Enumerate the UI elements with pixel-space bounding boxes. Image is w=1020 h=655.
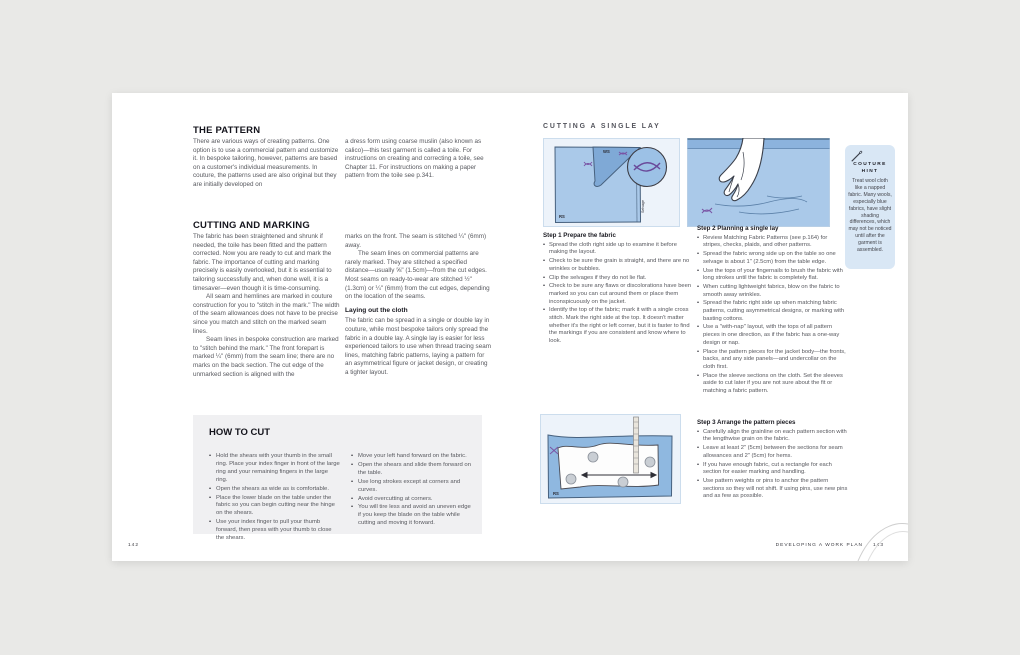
label-selvage: Selvage [641,200,645,213]
bullet-item: • Check to be sure the grain is straight, and there are no wrinkles or bubbles. [543,258,693,273]
label-wrong-side: WS [603,149,610,154]
cutting-paragraph: marks on the front. The seam is stitched ¼" (6mm) away. [345,233,487,249]
bullet-item: • Place the sleeve sections on the cloth. Set the sleeves aside to cut later if you are not sure about the fit or matching a fabric pattern. [697,373,847,396]
step3-block [697,419,849,502]
page-curl-decoration [852,515,908,561]
laying-out-paragraph: The fabric can be spread in a single or double lay in couture, while most bespoke tailors only spread the fabric in a double lay. A single lay is easier for less experienced tailors to use when thread tracing seam lines, matching fabric patterns, laying a pattern for an asymmetrical figure or jacket design, or creating a tighter layout. [345,317,491,376]
cutting-paragraph: Seam lines in bespoke construction are marked to "stitch behind the mark." The front forepart is marked ¼" (6mm) from the seam line; there are no marks on the back section. The cut edge of the unmarked section is aligned with the [193,336,339,378]
section-title-cutting-a-single-lay: CUTTING A SINGLE LAY [543,123,661,130]
bullet-item: • You will tire less and avoid an uneven edge if you keep the blade on the table while cutting and moving it forward. [351,504,471,528]
bullet-item: • Check to be sure any flaws or discolorations have been marked so you can cut around them or place them inconspicuously on the jacket. [543,283,693,306]
step1-block [543,232,693,347]
how-to-cut-bullets-col1 [209,453,341,544]
how-to-cut-title: HOW TO CUT [209,427,271,438]
how-to-cut-box [193,415,482,542]
magnifier-detail-icon [628,148,667,187]
bullet-item: • Spread the fabric wrong side up on the table so one selvage is about 1" (2.5cm) from the table edge. [697,251,847,266]
step2-title: Step 2 Planning a single lay [697,225,779,232]
needle-icon [850,149,864,163]
pattern-text-col2: a dress form using coarse muslin (also known as calico)—this test garment is called a toile. For instructions on creating and correcting a toile, see Chapter 11. For instructions on making a paper pattern from the toile see p.341. [345,138,484,180]
label-right-side: RS [559,214,565,219]
bullet-item: • Use a "with-nap" layout, with the tops of all pattern pieces in one direction, as if the fabric has a one-way design or nap. [697,324,847,347]
bullet-item: • Carefully align the grainline on each pattern section with the lengthwise grain on the fabric. [697,429,849,444]
bullet-item: • Use pattern weights or pins to anchor the pattern sections so they will not shift. If using pins, use new pins and as few as possible. [697,478,849,501]
cutting-text-col2 [345,233,492,378]
bullet-item: • Use your index finger to pull your thumb forward, then press with your thumb to close the shears. [209,519,341,543]
bullet-item: • Clip the selvages if they do not lie flat. [543,275,693,283]
cutting-text-col1 [193,233,340,379]
couture-hint-text: Treat wool cloth like a napped fabric. Many wools, especially blue fabrics, have slight shading differences, which may not be noticed until after the garment is assembled. [848,178,892,254]
bullet-item: • Use long strokes except at corners and curves. [351,479,471,495]
bullet-item: • Spread the fabric right side up when matching fabric patterns, cutting asymmetrical designs, or marking with basting cottons. [697,300,847,323]
label-right-side: RS [553,491,559,496]
step2-bullets [697,235,847,396]
bullet-item: • Place the pattern pieces for the jacket body—the fronts, backs, and any side panels—and undercollar on the cloth first. [697,349,847,372]
cutting-paragraph: The fabric has been straightened and shrunk if needed, the toile has been fitted and the pattern corrected. Now you are ready to cut and mark the fabric. The importance of cutting and marking precisely is easily overlooked, but it is essential to tailoring successfully and, when done well, it is a timesaver—even though it is time-consuming. [193,233,332,292]
fabric-inspection-illustration [543,138,680,227]
step1-bullets [543,242,693,346]
hand-smoothing-fabric-illustration [687,138,830,227]
pattern-layout-illustration [540,414,681,504]
pattern-text-col1: There are various ways of creating patterns. One option is to use a commercial pattern and customize it. In bespoke tailoring, however, patterns are based on a customer's individual measurements. In couture, the patterns used are also original but they are initially developed on [193,138,339,188]
couture-hint-title: COUTURE HINT [853,162,887,174]
step1-title: Step 1 Prepare the fabric [543,232,616,239]
bullet-item: • Review Matching Fabric Patterns (see p.164) for stripes, checks, plaids, and other patterns. [697,235,847,250]
bullet-item: • Hold the shears with your thumb in the small ring. Place your index finger in front of the large ring and your remaining fingers in the large ring. [209,453,341,485]
page-number-right: 143 [872,543,884,548]
bullet-item: • Move your left hand forward on the fabric. [351,453,471,461]
step3-bullets [697,429,849,501]
how-to-cut-bullets-col2 [351,453,471,529]
cutting-paragraph: All seam and hemlines are marked in couture construction for you to "stitch in the mark." The width of the seam allowances does not have to be precise since you match and stitch on the marked seam lines. [193,293,340,335]
book-spread [112,93,908,561]
subheading-laying-out-the-cloth: Laying out the cloth [345,306,408,314]
bullet-item: • Use the tops of your fingernails to brush the fabric with long strokes until the fabric is completely flat. [697,268,847,283]
bullet-item: • Identify the top of the fabric; mark it with a single cross stitch. Mark the right side at the top. It doesn't matter whether it's the right or left corner, but it is faster to find the markings if you are consistent and know where to look. [543,307,693,346]
bullet-item: • Place the lower blade on the table under the fabric so you can begin cutting near the hinge on the shears. [209,495,341,519]
step3-title: Step 3 Arrange the pattern pieces [697,419,796,426]
bullet-item: • Open the shears and slide them forward on the table. [351,462,471,478]
page-number-left: 142 [128,543,140,548]
chapter-running-head: DEVELOPING A WORK PLAN [775,543,863,548]
bullet-item: • Avoid overcutting at corners. [351,496,471,504]
section-title-cutting-and-marking: CUTTING AND MARKING [193,220,310,231]
ruler [634,417,639,473]
cutting-paragraph: The seam lines on commercial patterns are rarely marked. They are stitched a specified distance—usually ⅝" (1.5cm)—from the cut edges. Most seams on ready-to-wear are stitched ½" (1.3cm) or ¼" (6mm) from the cut edges, depending on the location of the seams. [345,250,490,301]
bullet-item: • Open the shears as wide as is comfortable. [209,486,341,494]
couture-hint-box [845,145,895,269]
section-title-the-pattern: THE PATTERN [193,125,261,136]
bullet-item: • If you have enough fabric, cut a rectangle for each section for easier marking and handling. [697,462,849,477]
bullet-item: • When cutting lightweight fabrics, blow on the fabric to smooth away wrinkles. [697,284,847,299]
bullet-item: • Leave at least 2" (5cm) between the sections for seam allowances and 2" (5cm) for hems. [697,445,849,460]
step2-block [697,225,847,397]
bullet-item: • Spread the cloth right side up to examine it before making the layout. [543,242,693,257]
